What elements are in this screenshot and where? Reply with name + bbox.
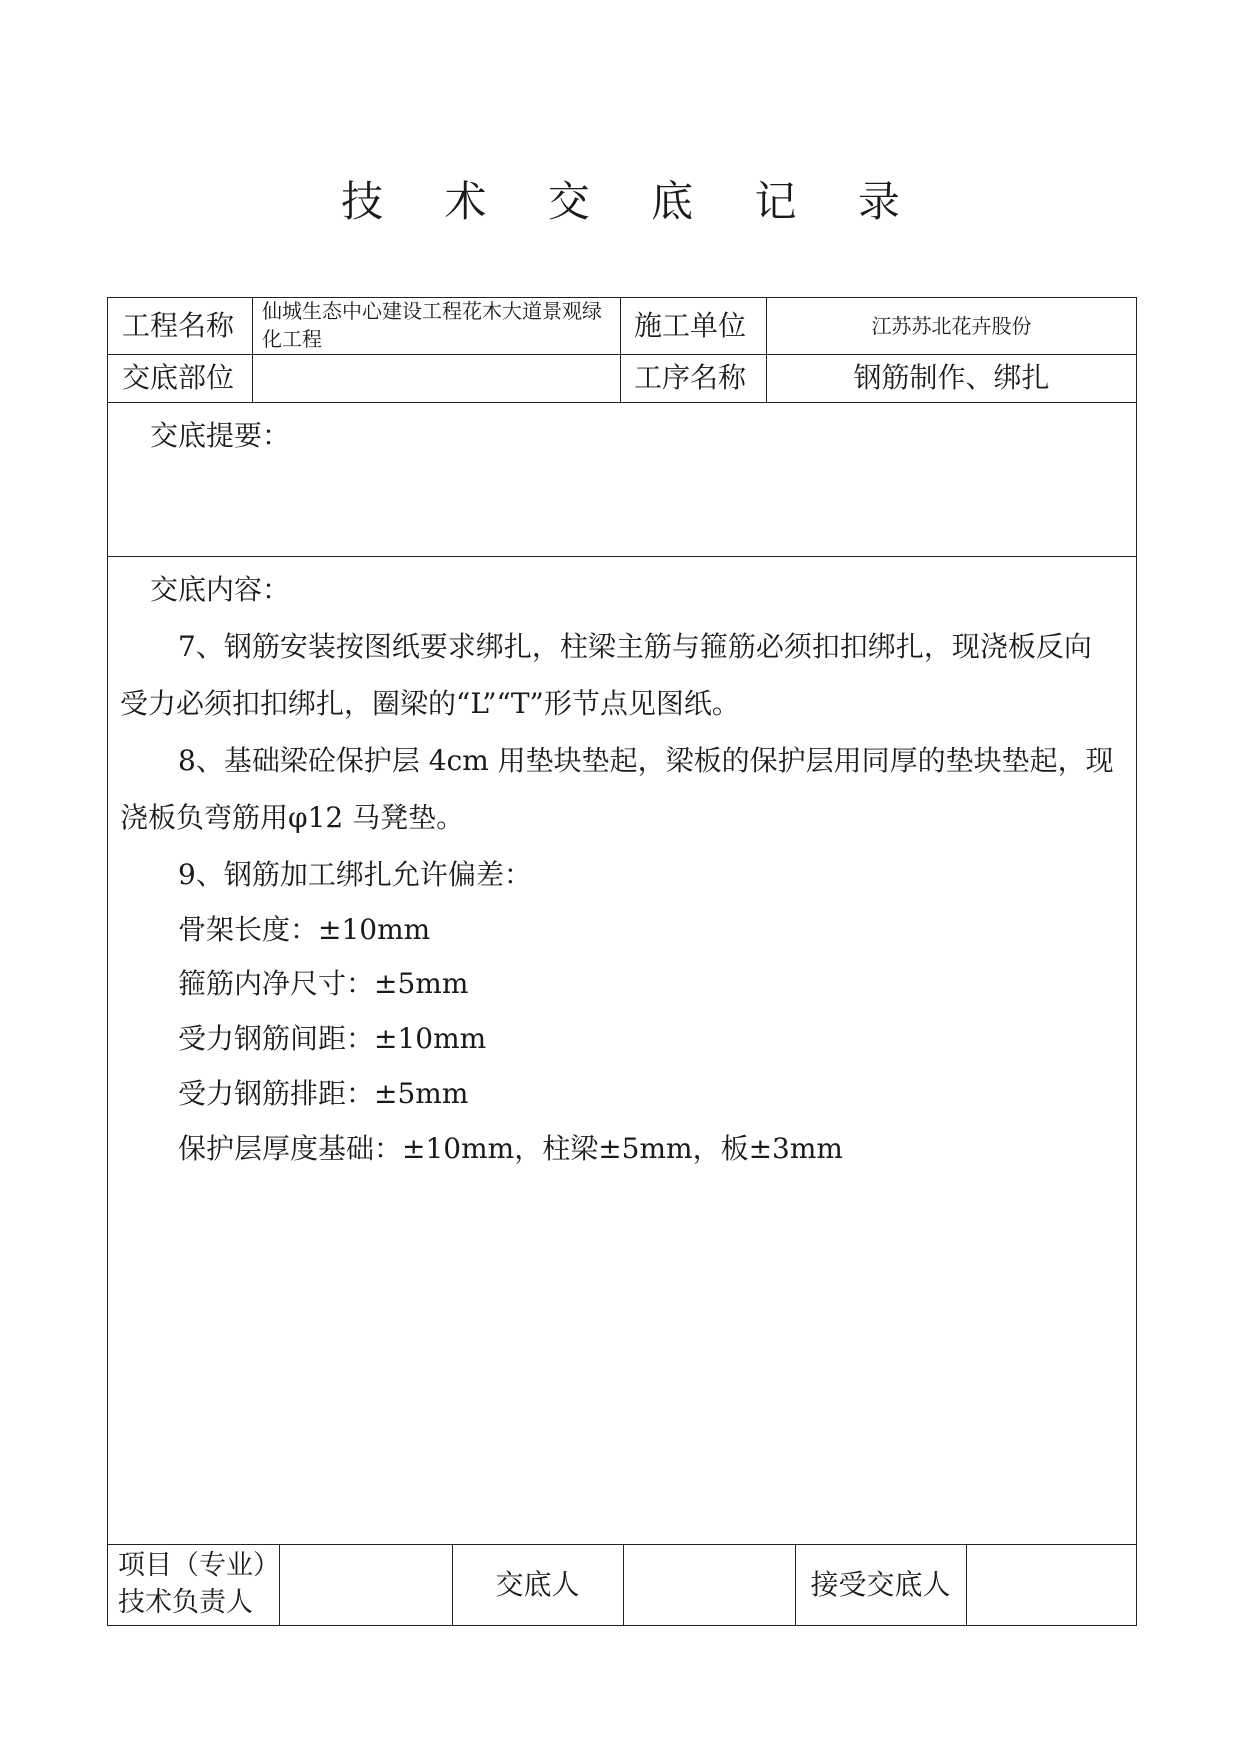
- row-divider: [107, 402, 1137, 403]
- contractor-label: 施工单位: [634, 309, 747, 342]
- content-line: 浇板负弯筋用φ12 马凳垫。: [120, 801, 465, 834]
- col-divider: [620, 297, 621, 403]
- col-divider: [252, 297, 253, 403]
- row-divider: [107, 1544, 1137, 1545]
- content-line: 9、钢筋加工绑扎允许偏差：: [178, 858, 532, 891]
- content-line: 受力必须扣扣绑扎，圈梁的“L”“T”形节点见图纸。: [120, 687, 740, 720]
- content-line: 8、基础梁砼保护层 4cm 用垫块垫起，梁板的保护层用同厚的垫块垫起，现: [178, 744, 1114, 777]
- content-line: 受力钢筋间距：±10mm: [178, 1022, 487, 1055]
- project-name-label: 工程名称: [122, 309, 235, 342]
- location-label: 交底部位: [122, 361, 235, 394]
- contractor-value: 江苏苏北花卉股份: [871, 314, 1032, 338]
- row-divider: [107, 354, 1137, 355]
- summary-label: 交底提要：: [150, 419, 291, 452]
- process-value: 钢筋制作、绑扎: [853, 361, 1050, 394]
- discloser-label: 交底人: [495, 1568, 580, 1601]
- project-name-value: 仙城生态中心建设工程花木大道景观绿化工程: [262, 299, 602, 351]
- content-line: 7、钢筋安装按图纸要求绑扎，柱梁主筋与箍筋必须扣扣绑扎，现浇板反向: [178, 630, 1092, 663]
- col-divider: [623, 1544, 624, 1626]
- content-line: 受力钢筋排距：±5mm: [178, 1077, 469, 1110]
- content-line: 箍筋内净尺寸：±5mm: [178, 967, 469, 1000]
- content-line: 保护层厚度基础：±10mm，柱梁±5mm，板±3mm: [178, 1132, 843, 1165]
- disclosure-table: [107, 297, 1137, 1626]
- row-divider: [107, 556, 1137, 557]
- document-title: 技 术 交 底 记 录: [341, 177, 924, 226]
- col-divider: [966, 1544, 967, 1626]
- content-label: 交底内容：: [150, 573, 291, 606]
- process-label: 工序名称: [634, 361, 747, 394]
- tech-lead-label: 技术负责人: [118, 1587, 253, 1618]
- tech-lead-label: 项目（专业）: [118, 1550, 280, 1581]
- content-line: 骨架长度：±10mm: [178, 913, 431, 946]
- receiver-label: 接受交底人: [810, 1568, 951, 1601]
